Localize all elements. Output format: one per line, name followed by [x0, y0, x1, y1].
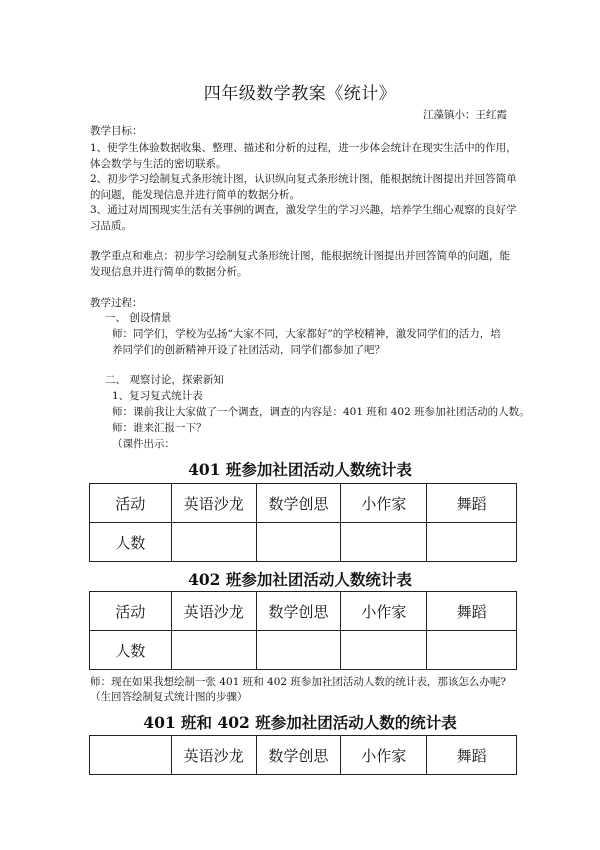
- table-cell: 舞蹈: [427, 736, 517, 775]
- table2-title: 402 班参加社团活动人数统计表: [188, 570, 412, 589]
- section2-line: （课件出示：: [112, 438, 175, 450]
- table-cell: 人数: [90, 523, 172, 562]
- table1: [89, 483, 517, 562]
- section2-title: 二、 观察讨论，探索新知: [105, 374, 224, 386]
- table-cell: 数学创思: [256, 484, 341, 523]
- table-row: [90, 631, 517, 670]
- table-row: [90, 523, 517, 562]
- table-cell: 小作家: [341, 484, 427, 523]
- doc-title: 四年级数学教案《统计》: [203, 84, 397, 104]
- table-cell: 英语沙龙: [171, 592, 256, 631]
- table-row: [90, 484, 517, 523]
- after-table-line: 师：现在如果我想绘制一张 401 班和 402 班参加社团活动人数的统计表，那该怎么办呢?: [90, 676, 507, 688]
- table-cell: [341, 523, 427, 562]
- section1-line: 养同学们的创新精神开设了社团活动，同学们都参加了吧？: [112, 344, 385, 356]
- table-cell: 舞蹈: [427, 484, 517, 523]
- after-table-line: （生回答绘制复式统计图的步骤）: [90, 691, 248, 703]
- table-cell: [171, 631, 256, 670]
- table-cell: 英语沙龙: [171, 736, 256, 775]
- table-cell: [341, 631, 427, 670]
- keypoint-line: 发现信息并进行简单的数据分析。: [90, 266, 248, 278]
- table-cell: [256, 631, 341, 670]
- objective-line: 3、通过对周围现实生活有关事例的调查，激发学生的学习兴趣，培养学生细心观察的良好学: [90, 204, 517, 216]
- process-heading: 教学过程：: [90, 297, 143, 309]
- table-cell: 小作家: [341, 736, 427, 775]
- table-cell: [256, 523, 341, 562]
- table-cell: [427, 631, 517, 670]
- section1-title: 一、 创设情景: [105, 312, 172, 324]
- objective-line: 的问题，能发现信息并进行简单的数据分析。: [90, 189, 300, 201]
- table-cell: 人数: [90, 631, 172, 670]
- section2-line: 师：谁来汇报一下？: [112, 422, 207, 434]
- section2-line: 1、复习复式统计表: [112, 390, 203, 402]
- table-cell: 数学创思: [256, 736, 341, 775]
- table-cell: 英语沙龙: [171, 484, 256, 523]
- table-cell: 数学创思: [256, 592, 341, 631]
- table-cell: [427, 523, 517, 562]
- section2-line: 师：课前我让大家做了一个调查，调查的内容是：401 班和 402 班参加社团活动的人数。: [112, 406, 530, 418]
- table-row: [90, 592, 517, 631]
- objectives-heading: 教学目标：: [90, 125, 143, 137]
- table-cell: 舞蹈: [427, 592, 517, 631]
- table-row: [90, 736, 517, 775]
- objective-line: 2、初步学习绘制复式条形统计图，认识纵向复式条形统计图，能根据统计图提出并回答简单: [90, 173, 517, 185]
- objective-line: 习品质。: [90, 220, 132, 232]
- table-cell: [171, 523, 256, 562]
- doc-author: 江藻镇小：王红霞: [423, 109, 507, 121]
- table-cell: 小作家: [341, 592, 427, 631]
- table3-title: 401 班和 402 班参加社团活动人数的统计表: [143, 713, 457, 732]
- table-cell: 活动: [90, 484, 172, 523]
- keypoint-line: 教学重点和难点：初步学习绘制复式条形统计图，能根据统计图提出并回答简单的问题，能: [90, 250, 510, 262]
- table3: [89, 735, 517, 775]
- objective-line: 体会数学与生活的密切联系。: [90, 158, 227, 170]
- table-cell: 活动: [90, 592, 172, 631]
- table-cell: [90, 736, 172, 775]
- table2: [89, 591, 517, 670]
- table1-title: 401 班参加社团活动人数统计表: [188, 460, 412, 479]
- section1-line: 师：同学们，学校为弘扬“大家不同，大家都好”的学校精神，激发同学们的活力，培: [112, 328, 501, 340]
- objective-line: 1、使学生体验数据收集、整理、描述和分析的过程，进一步体会统计在现实生活中的作用，: [90, 142, 517, 154]
